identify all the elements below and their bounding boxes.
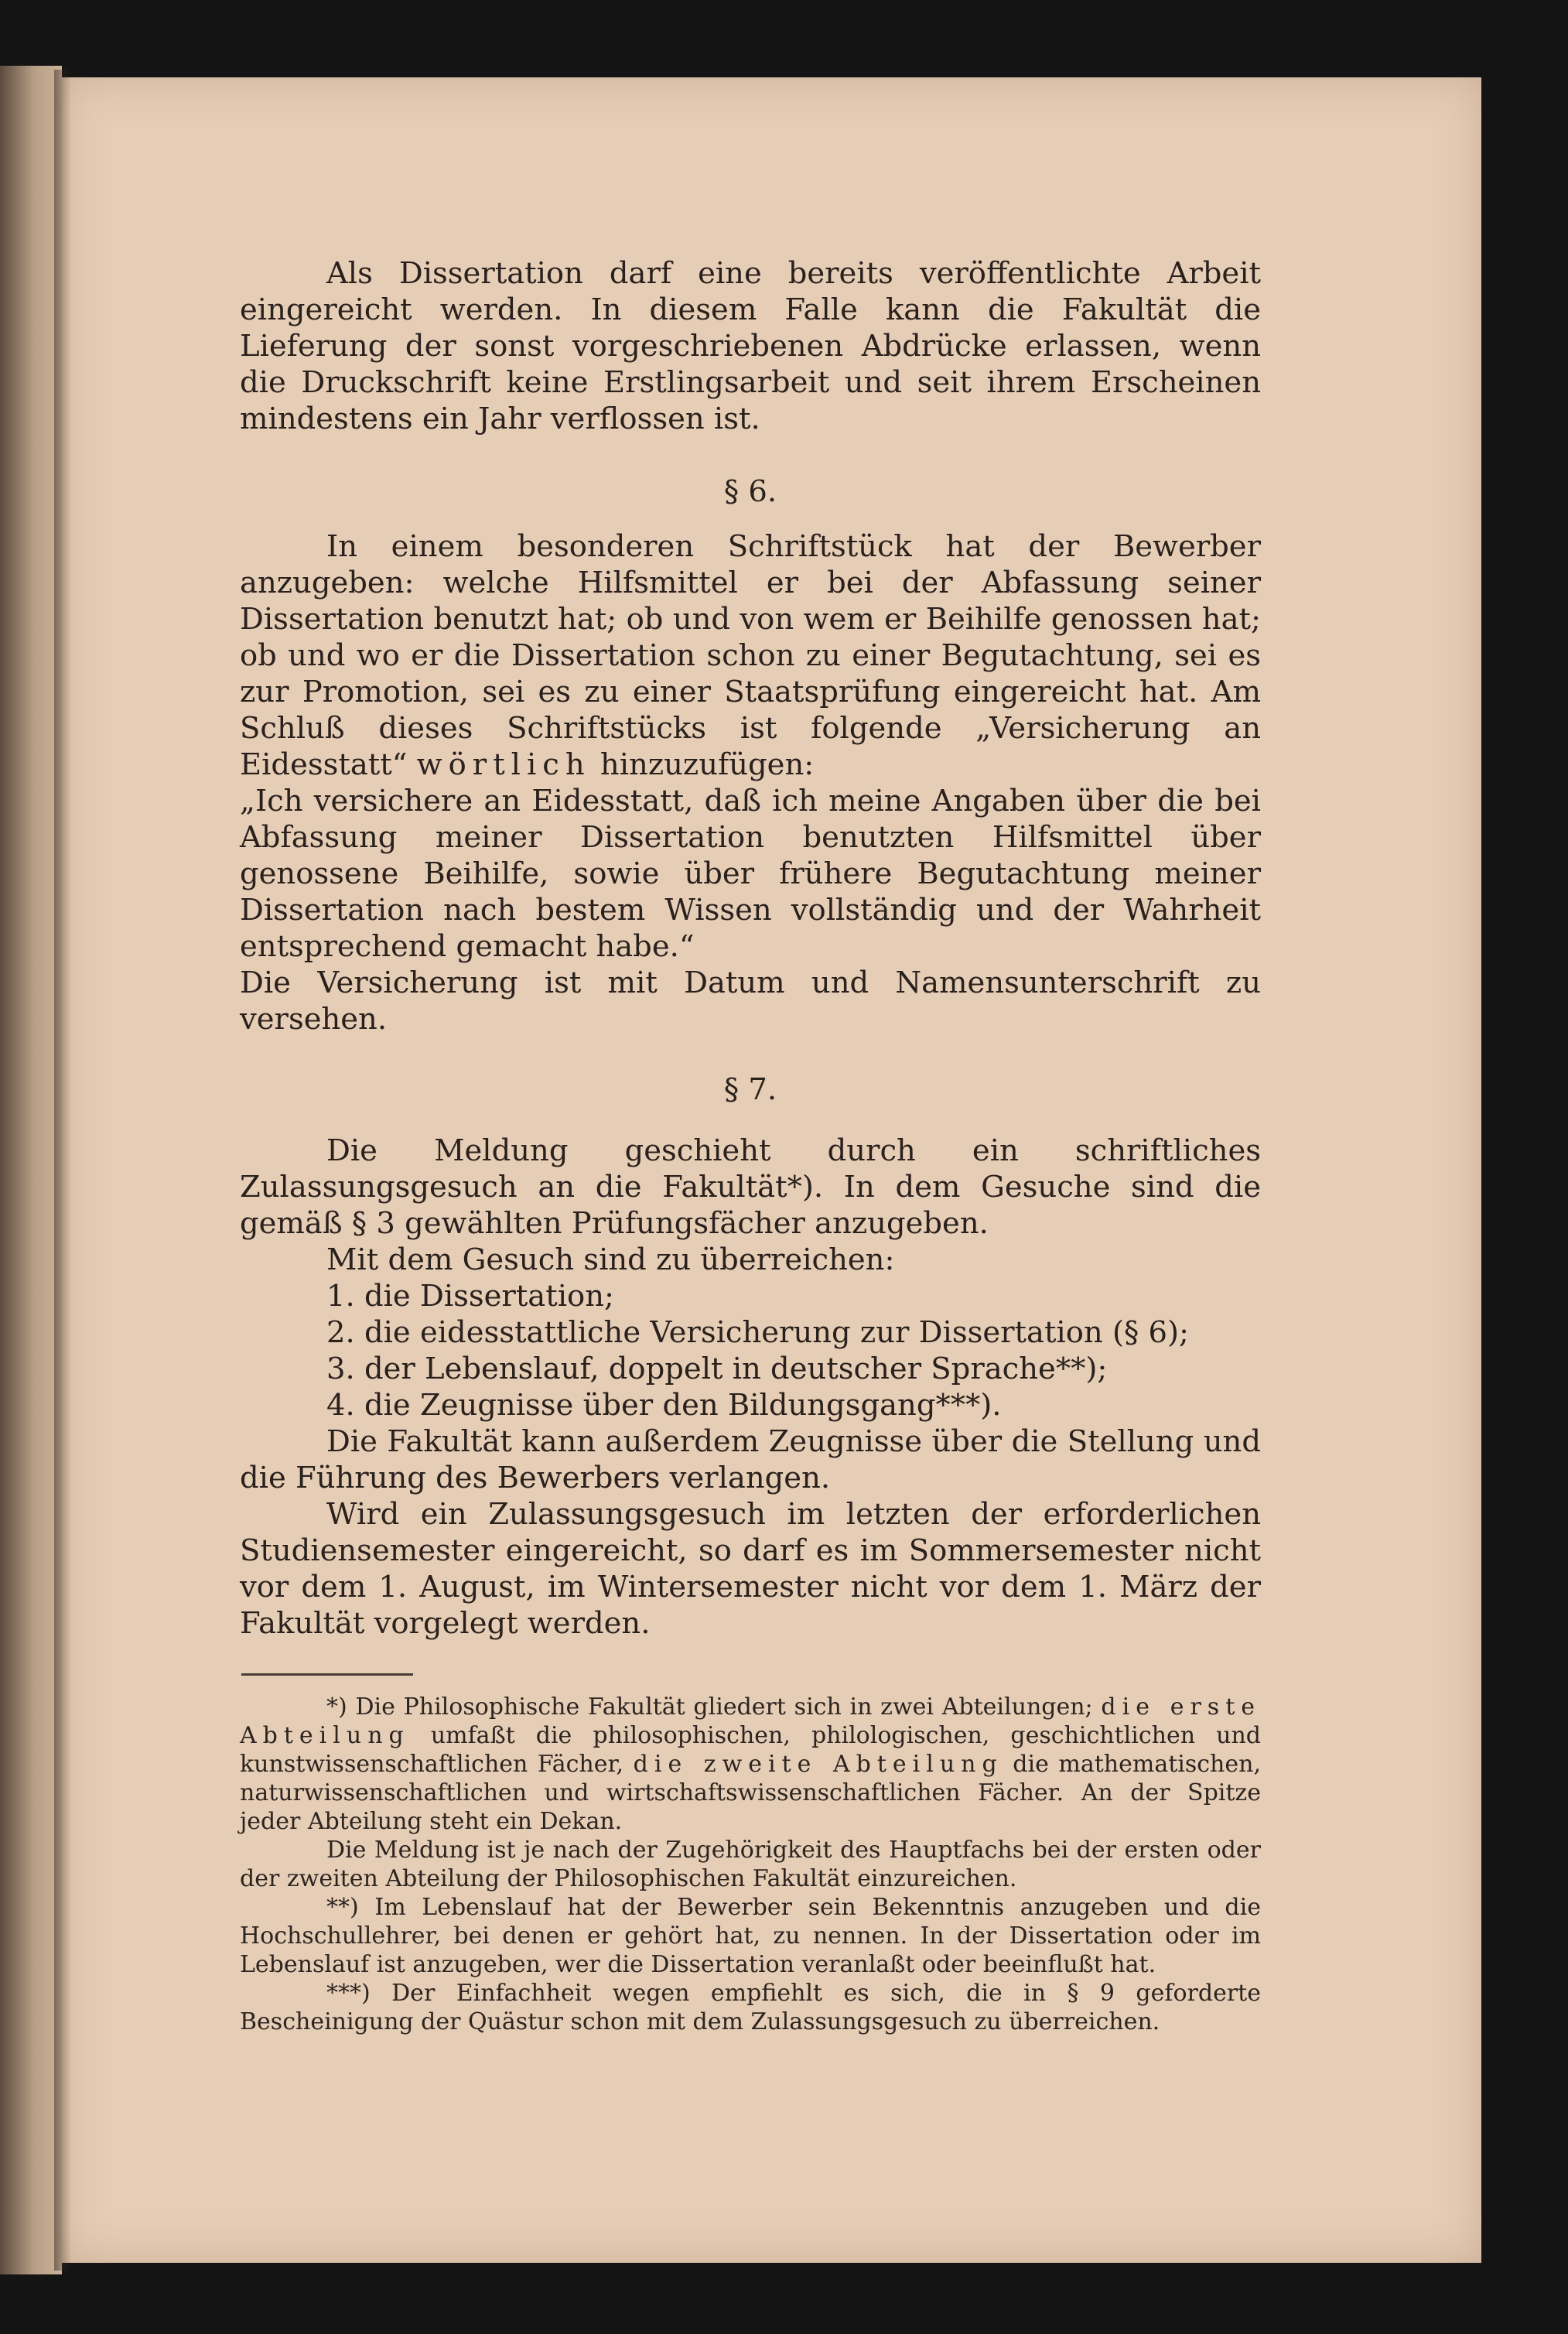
intro-paragraph-block	[240, 255, 1261, 437]
footnote-1-part-a: *) Die Philosophische Fakultät gliedert sich in zwei Abteilungen;	[326, 1693, 1093, 1721]
footnote-1-emphasis-first: die erste Abteilung	[240, 1693, 1261, 1749]
section-6-heading: § 6.	[723, 474, 777, 509]
section-6-paragraph-1-end: hinzuzufügen:	[600, 747, 815, 782]
footnotes	[240, 1693, 1261, 2036]
intro-paragraph: Als Dissertation darf eine bereits veröffentlichte Arbeit eingereicht werden. In diesem Falle kann die Fakultät die Lieferung der sonst vorgeschriebenen Abdrücke erlassen, wenn die Druckschrift keine Erstlingsarbeit und seit ihrem Erscheinen mindestens ein Jahr verflossen ist.	[240, 256, 1261, 436]
footnote-1-emphasis-second: die zweite Abteilung	[633, 1751, 1003, 1778]
section-7-paragraph-3: Die Fakultät kann außerdem Zeugnisse über die Stellung und die Führung des Bewerbers verlangen.	[240, 1424, 1261, 1495]
emphasis-woertlich: wörtlich	[416, 747, 591, 782]
footnote-1	[240, 1693, 1261, 1836]
section-7-paragraph-2: Mit dem Gesuch sind zu überreichen:	[326, 1242, 895, 1277]
footnote-separator	[241, 1673, 413, 1676]
footnote-1-paragraph-2: Die Meldung ist je nach der Zugehörigkeit des Hauptfachs bei der ersten oder der zweiten Abteilung der Philosophischen Fakultät einzureichen.	[240, 1837, 1261, 1892]
footnote-3: ***) Der Einfachheit wegen empfiehlt es sich, die in § 9 geforderte Bescheinigung der Quästur schon mit dem Zulassungsgesuch zu überreichen.	[240, 1980, 1261, 2035]
required-documents-list	[240, 1278, 1261, 1423]
footnote-1-part-e: die mathematischen, naturwissenschaftlichen und wirtschaftswissenschaftlichen Fächer. An der Spitze jeder Abteilung steht ein Dekan.	[240, 1751, 1261, 1835]
section-7-heading: § 7.	[723, 1072, 777, 1107]
footnote-1-part-c: umfaßt die philosophischen, philologischen, geschichtlichen und kunstwissenschaftlichen Fächer,	[240, 1722, 1261, 1778]
list-item: 2. die eidesstattliche Versicherung zur Dissertation (§ 6);	[326, 1315, 1189, 1350]
section-7-paragraph-4: Wird ein Zulassungsgesuch im letzten der erforderlichen Studiensemester eingereicht, so darf es im Sommersemester nicht vor dem 1. August, im Wintersemester nicht vor dem 1. März der Fakultät vorgelegt werden.	[240, 1497, 1261, 1641]
footnote-2: **) Im Lebenslauf hat der Bewerber sein Bekenntnis anzugeben und die Hochschullehrer, bei denen er gehört hat, zu nennen. In der Dissertation oder im Lebenslauf ist anzugeben, wer die Dissertation veranlaßt oder beeinflußt hat.	[240, 1894, 1261, 1978]
section-7-body	[240, 1133, 1261, 1642]
section-7	[240, 1071, 1261, 1108]
book-gutter	[54, 70, 71, 2271]
list-item: 3. der Lebenslauf, doppelt in deutscher Sprache**);	[326, 1352, 1108, 1386]
section-6-paragraph-1	[240, 528, 1261, 783]
section-6-body	[240, 528, 1261, 1037]
section-6	[240, 473, 1261, 510]
sworn-statement-quote: „Ich versichere an Eidesstatt, daß ich meine Angaben über die bei Abfassung meiner Dissertation benutzten Hilfsmittel über genossene Beihilfe, sowie über frühere Begutachtung meiner Dissertation nach bestem Wissen vollständig und der Wahrheit entsprechend gemacht habe.“	[240, 784, 1261, 964]
section-6-paragraph-2: Die Versicherung ist mit Datum und Namensunterschrift zu versehen.	[240, 965, 1261, 1037]
section-7-paragraph-1: Die Meldung geschieht durch ein schriftliches Zulassungsgesuch an die Fakultät*). In dem Gesuche sind die gemäß § 3 gewählten Prüfungsfächer anzugeben.	[240, 1133, 1261, 1241]
facing-page-edge	[0, 66, 62, 2274]
list-item: 4. die Zeugnisse über den Bildungsgang***).	[326, 1388, 1002, 1423]
section-6-paragraph-1-text: In einem besonderen Schriftstück hat der Bewerber anzugeben: welche Hilfsmittel er bei der Abfassung seiner Dissertation benutzt hat; ob und von wem er Beihilfe genossen hat; ob und wo er die Dissertation schon zu einer Begutachtung, sei es zur Promotion, sei es zu einer Staatsprüfung eingereicht hat. Am Schluß dieses Schriftstücks ist folgende „Versicherung an Eidesstatt“	[240, 529, 1261, 782]
list-item: 1. die Dissertation;	[326, 1279, 614, 1314]
